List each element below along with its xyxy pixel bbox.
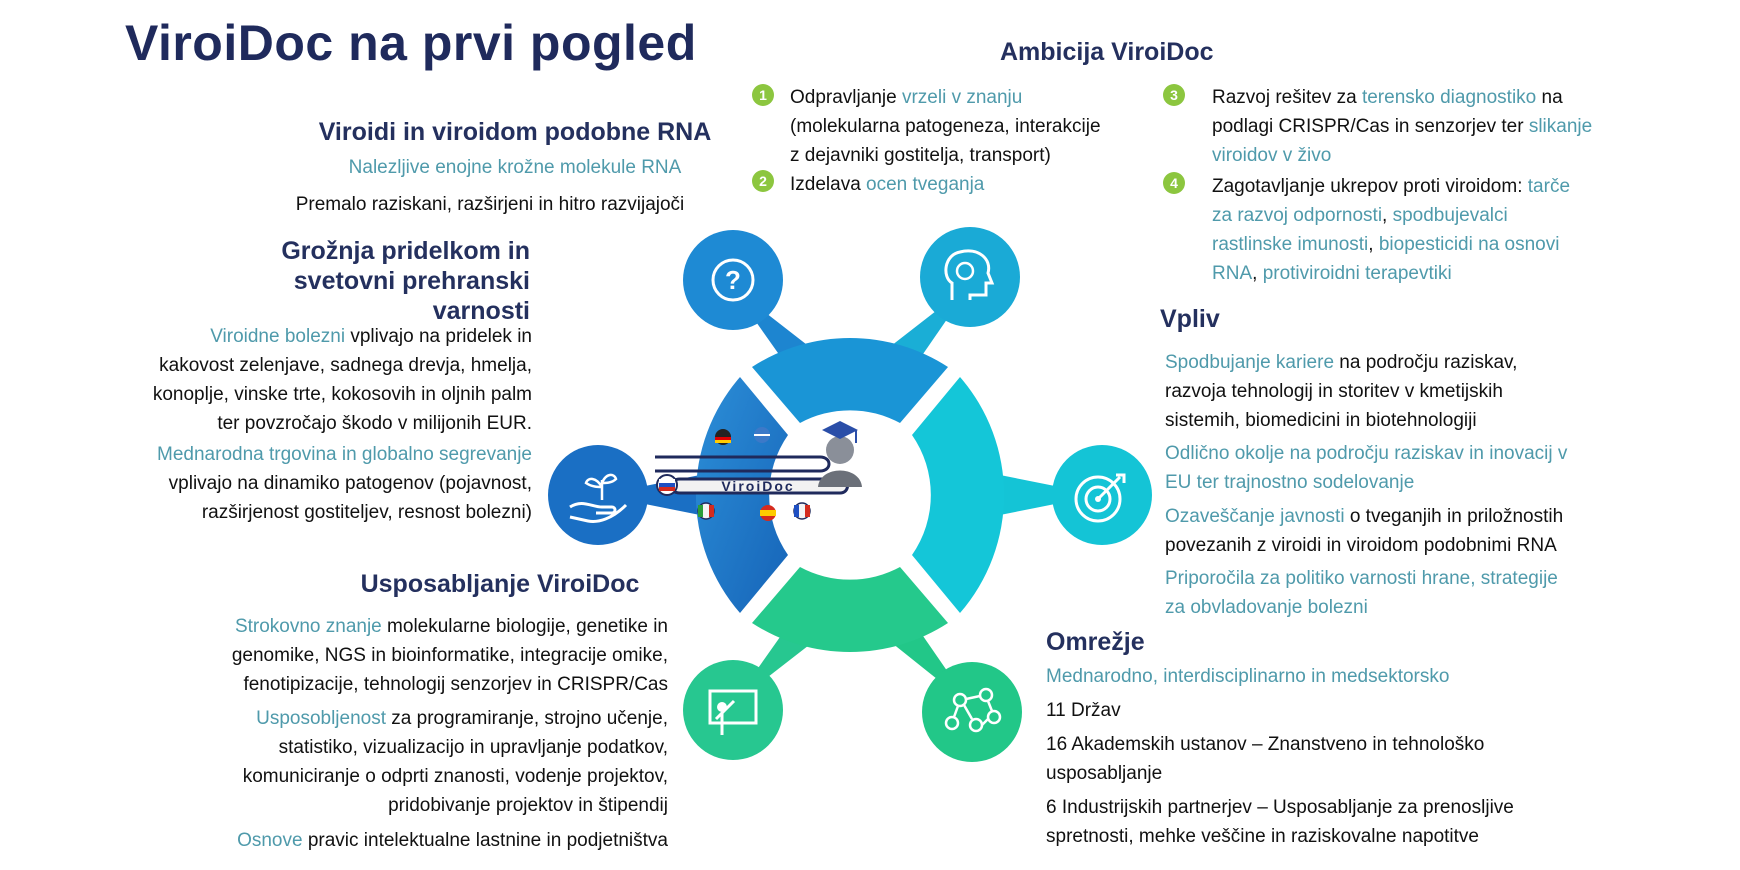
head-idea-icon — [920, 227, 1020, 327]
training-paragraph-2: Usposobljenost za programiranje, strojno učenje, statistiko, vizualizacijo in upravljanje podatkov, komuniciranje o odprti znanosti, vodenje projektov, pridobivanje projektov in štipendij — [242, 708, 668, 816]
training-paragraph-1: Strokovno znanje molekularne biologije, genetike in genomike, NGS in bioinformatike, integracije omike, fenotipizacije, tehnologij senzorjev in CRISPR/Cas — [231, 616, 668, 695]
network-academic: 16 Akademskih ustanov – Znanstveno in tehnološko usposabljanje — [1046, 734, 1485, 784]
ring-segment-right — [912, 377, 1004, 613]
threat-heading: Grožnja pridelkom in svetovni prehranski varnosti — [281, 237, 530, 325]
impact-paragraph-2: Odlično okolje na področju raziskav in inovacij v EU ter trajnostno sodelovanje — [1165, 443, 1568, 493]
viroids-heading: Viroidi in viroidom podobne RNA — [318, 118, 712, 146]
page-title: ViroiDoc na prvi pogled — [125, 15, 697, 71]
viroids-line1: Nalezljive enojne krožne molekule RNA — [348, 157, 682, 178]
svg-text:?: ? — [725, 265, 741, 295]
network-countries: 11 Držav — [1046, 700, 1121, 721]
question-icon — [683, 230, 783, 330]
threat-paragraph-1: Viroidne bolezni vplivajo na pridelek in kakovost zelenjave, sadnega drevja, hmelja, konoplje, vinske trte, kokosovih in oljnih palm ter povzročajo škodo v milijonih EUR. — [152, 326, 532, 434]
teaching-icon — [683, 660, 783, 760]
network-heading: Omrežje — [1046, 628, 1145, 656]
logo-text: ViroiDoc — [721, 478, 795, 494]
training-paragraph-3: Osnove pravic intelektualne lastnine in podjetništva — [237, 830, 668, 851]
ambition-heading: Ambicija ViroiDoc — [1000, 38, 1214, 66]
training-heading: Usposabljanje ViroiDoc — [360, 570, 640, 598]
ring-segment-left — [696, 377, 788, 613]
ambition-number-3: 3 — [1163, 84, 1185, 106]
network-icon — [922, 662, 1022, 762]
diagram-ring — [696, 338, 1004, 652]
viroids-line2: Premalo raziskani, razširjeni in hitro razvijajoči — [295, 194, 685, 215]
viroid-diagram — [540, 225, 1160, 790]
ambition-item-3: Razvoj rešitev za terensko diagnostiko na podlagi CRISPR/Cas in senzorjev ter slikanje viroidov v živo — [1212, 87, 1593, 166]
ambition-item-2: Izdelava ocen tveganja — [790, 174, 985, 195]
impact-paragraph-1: Spodbujanje kariere na področju raziskav, razvoja tehnologij in storitev v kmetijskih sistemih, biomedicini in biotehnologiji — [1165, 352, 1518, 431]
ambition-item-1: Odpravljanje vrzeli v znanju (molekularna patogeneza, interakcije z dejavniki gostitelja, transport) — [790, 87, 1101, 166]
ambition-number-1: 1 — [752, 84, 774, 106]
impact-paragraph-3: Ozaveščanje javnosti o tveganjih in priložnostih povezanih z viroidi in viroidom podobnimi RNA — [1165, 506, 1564, 556]
target-icon — [1052, 445, 1152, 545]
network-industry: 6 Industrijskih partnerjev – Usposabljanje za prenosljive spretnosti, mehke veščine in raziskovalne napotitve — [1046, 797, 1514, 847]
threat-paragraph-2: Mednarodna trgovina in globalno segrevanje vplivajo na dinamiko patogenov (pojavnost, razširjenost gostiteljev, resnost bolezni) — [157, 444, 532, 523]
impact-heading: Vpliv — [1160, 305, 1220, 333]
impact-paragraph-4: Priporočila za politiko varnosti hrane, strategije za obvladovanje bolezni — [1165, 568, 1558, 618]
plant-hand-icon — [548, 445, 648, 545]
network-subheading: Mednarodno, interdisciplinarno in medsektorsko — [1046, 666, 1450, 687]
ambition-number-2: 2 — [752, 170, 774, 192]
ambition-item-4: Zagotavljanje ukrepov proti viroidom: tarče za razvoj odpornosti, spodbujevalci rastlinske imunosti, biopesticidi na osnovi RNA, protiviroidni terapevtiki — [1212, 176, 1571, 284]
ambition-number-4: 4 — [1163, 172, 1185, 194]
